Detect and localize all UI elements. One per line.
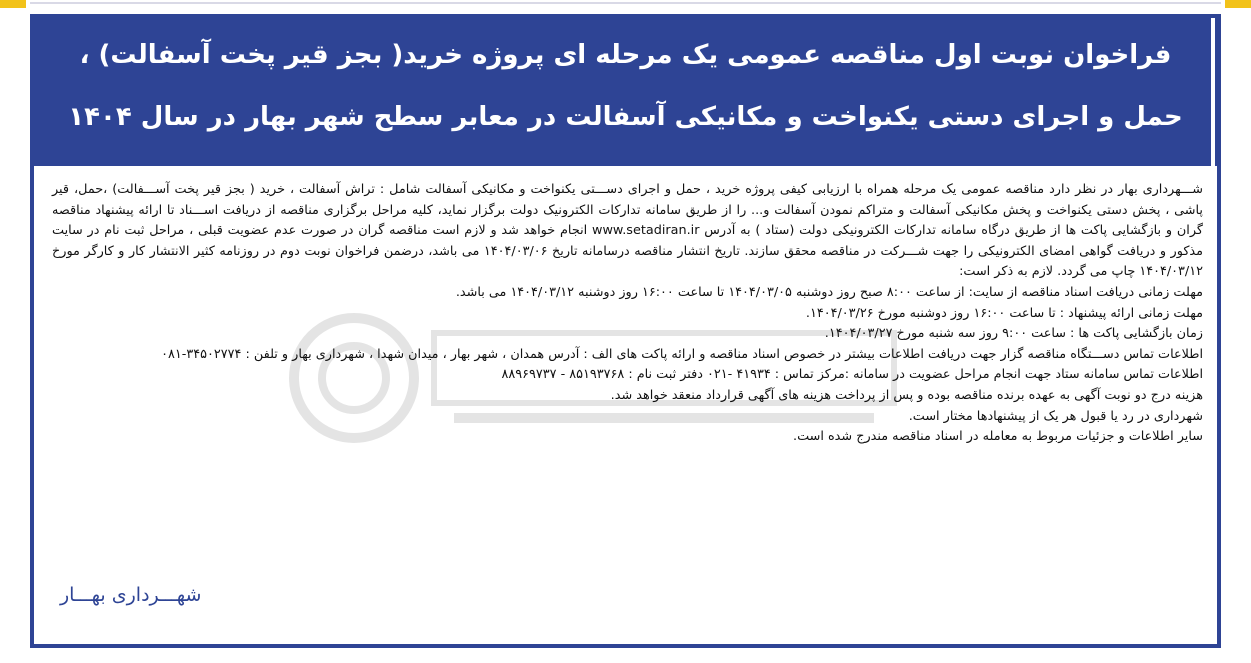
- deadline-offer: مهلت زمانی ارائه پیشنهاد : تا ساعت ۱۶:۰۰ روز دوشنبه مورخ ۱۴۰۴/۰۳/۲۶.: [805, 305, 1203, 321]
- ad-cost-note: هزینه درج دو نوبت آگهی به عهده برنده مناقصه بوده و پس از پرداخت هزینه های آگهی قرارداد منعقد خواهد شد.: [610, 387, 1203, 403]
- top-accent-right: [1225, 0, 1251, 8]
- top-accent-left: [0, 0, 26, 8]
- header-edge-bar: [1211, 18, 1215, 166]
- deadline-documents: مهلت زمانی دریافت اسناد مناقصه از سایت: از ساعت ۸:۰۰ صبح روز دوشنبه ۱۴۰۴/۰۳/۰۵ تا ساعت ۱۶:۰۰ روز دوشنبه ۱۴۰۴/۰۳/۱۲ می باشد.: [455, 284, 1203, 300]
- signature: شهـــرداری بهـــار: [60, 584, 202, 606]
- rights-reserved-note: شهرداری در رد یا قبول هر یک از پیشنهادها مختار است.: [908, 408, 1203, 424]
- other-info-note: سایر اطلاعات و جزئیات مربوط به معامله در اسناد مناقصه مندرج شده است.: [793, 429, 1203, 445]
- top-rule: [30, 2, 1221, 4]
- notice-title-line-1: فراخوان نوبت اول مناقصه عمومی یک مرحله ای پروژه خرید( بجز قیر پخت آسفالت) ،: [79, 40, 1172, 70]
- top-strip: [0, 0, 1251, 10]
- notice-frame: [30, 14, 1221, 648]
- notice-title-line-2: حمل و اجرای دستی یکنواخت و مکانیکی آسفالت در معابر سطح شهر بهار در سال ۱۴۰۴: [68, 102, 1183, 132]
- notice-body: [52, 180, 1203, 448]
- intro-paragraph: شـــهرداری بهار در نظر دارد مناقصه عمومی یک مرحله همراه با ارزیابی کیفی پروژه خرید ، حمل و اجرای دســـتی یکنواخت و مکانیکی آسفالت شامل : تراش آسفالت ، خرید ( بجز قیر پخت آســـفالت) ،حمل، قیر پاشی ، پخش دستی یکنواخت و پخش مکانیکی آسفالت و متراکم نمودن آسفالت و... را از طریق سامانه تدارکات الکترونیک دولت برگزار نماید، کلیه مراحل برگزاری مناقصه از دریافت اســـناد تا ارائه پیشنهاد مناقصه گران و بازگشایی پاکت ها از طریق درگاه سامانه تدارکات الکترونیکی دولت (ستاد ) به آدرس www.setadiran.ir انجام خواهد شد و لازم است مناقصه گران در صورت عدم عضویت قبلی ، مراحل ثبت نام در سایت مذکور و دریافت گواهی امضای الکترونیکی را جهت شـــرکت در مناقصه محقق سازند. تاریخ انتشار مناقصه درسامانه تاریخ ۱۴۰۴/۰۳/۰۶ می باشد، درضمن فراخوان نوبت دوم در روزنامه کثیر الانتشار کار و کارگر مورخ ۱۴۰۴/۰۳/۱۲ چاپ می گردد. لازم به ذکر است:: [52, 182, 1203, 280]
- contact-info: اطلاعات تماس دســـتگاه مناقصه گزار جهت دریافت اطلاعات بیشتر در خصوص اسناد مناقصه و ارائه پاکت های الف : آدرس همدان ، شهر بهار ، میدان شهدا ، شهرداری بهار و تلفن : ۳۴۵۰۲۷۷۴-۰۸۱: [161, 346, 1203, 362]
- setad-contact: اطلاعات تماس سامانه ستاد جهت انجام مراحل عضویت در سامانه :مرکز تماس : ۴۱۹۳۴ -۰۲۱ دفتر ثبت نام : ۸۵۱۹۳۷۶۸ - ۸۸۹۶۹۷۳۷: [501, 367, 1203, 383]
- opening-time: زمان بازگشایی پاکت ها : ساعت ۹:۰۰ روز سه شنبه مورخ ۱۴۰۴/۰۳/۲۷.: [824, 326, 1203, 342]
- notice-header: [34, 18, 1217, 166]
